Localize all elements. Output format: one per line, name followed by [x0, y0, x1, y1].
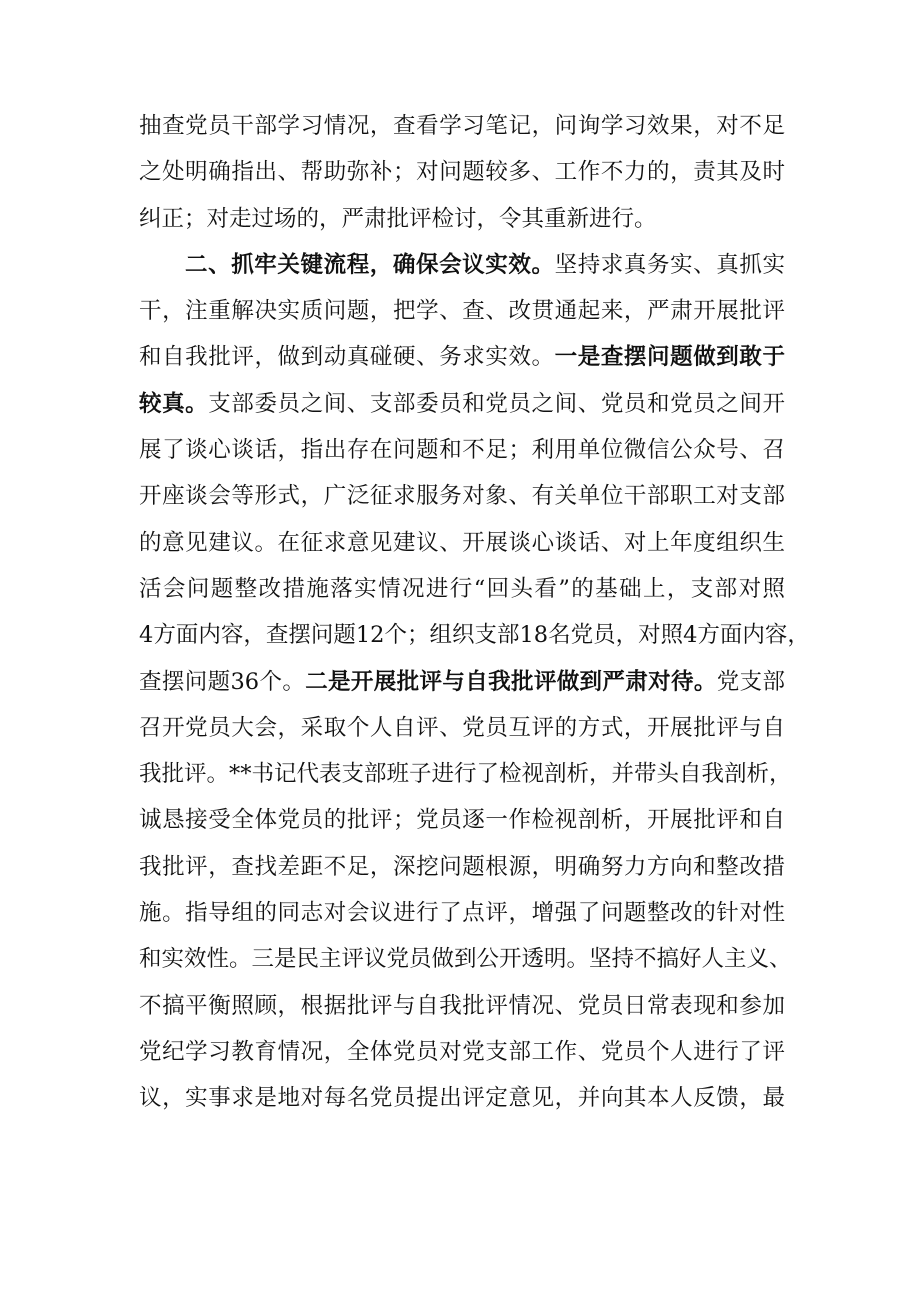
paragraph2-line: 议，实事求是地对每名党员提出评定意见，并向其本人反馈，最 — [139, 1085, 785, 1112]
paragraph2-line: 我批评，查找差距不足，深挖问题根源，明确努力方向和整改措 — [139, 853, 785, 880]
text-span: 支部委员之间、支部委员和党员之间、党员和党员之间开 — [208, 390, 785, 417]
paragraph2-line: 展了谈心谈话，指出存在问题和不足；利用单位微信公众号、召 — [139, 437, 785, 464]
paragraph2-line: 党纪学习教育情况，全体党员对党支部工作、党员个人进行了评 — [139, 1038, 785, 1065]
paragraph2-line: 和实效性。三是民主评议党员做到公开透明。坚持不搞好人主义、 — [139, 946, 792, 973]
text-span: 党支部 — [716, 668, 785, 695]
text-span: 和自我批评，做到动真碰硬、务求实效。 — [139, 344, 555, 371]
text-span: 坚持求真务实、真抓实 — [554, 251, 785, 278]
paragraph2-line: 我批评。**书记代表支部班子进行了检视剖析，并带头自我剖析， — [139, 761, 792, 788]
paragraph2-line: 施。指导组的同志对会议进行了点评，增强了问题整改的针对性 — [139, 900, 785, 927]
text-span: 查摆问题36个。 — [139, 668, 306, 695]
paragraph2-line: 4方面内容，查摆问题12个；组织支部18名党员，对照4方面内容， — [139, 622, 810, 649]
document-body — [139, 103, 810, 1122]
paragraph1-line: 抽查党员干部学习情况，查看学习笔记，问询学习效果，对不足 — [139, 113, 785, 139]
paragraph2-line: 不搞平衡照顾，根据批评与自我批评情况、党员日常表现和参加 — [139, 992, 785, 1019]
paragraph2-line — [139, 242, 785, 288]
subpoint-heading-1-end: 较真。 — [139, 390, 209, 417]
section-heading: 二、抓牢关键流程，确保会议实效。 — [185, 251, 555, 278]
subpoint-heading-1: 一是查摆问题做到敢于 — [554, 344, 785, 371]
paragraph2-line — [139, 659, 785, 705]
paragraph1-line: 之处明确指出、帮助弥补；对问题较多、工作不力的，责其及时 — [139, 159, 785, 186]
paragraph2-line: 诚恳接受全体党员的批评；党员逐一作检视剖析，开展批评和自 — [139, 807, 785, 834]
subpoint-heading-2: 二是开展批评与自我批评做到严肃对待。 — [305, 668, 717, 695]
paragraph1-line: 纠正；对走过场的，严肃批评检讨，令其重新进行。 — [139, 205, 657, 232]
paragraph2-line — [139, 334, 785, 380]
paragraph2-line: 召开党员大会，采取个人自评、党员互评的方式，开展批评与自 — [139, 714, 785, 741]
paragraph2-line: 活会问题整改措施落实情况进行“回头看”的基础上，支部对照 — [139, 575, 785, 602]
paragraph2-line: 干，注重解决实质问题，把学、查、改贯通起来，严肃开展批评 — [139, 298, 785, 325]
paragraph2-line — [139, 381, 785, 427]
paragraph2-line: 的意见建议。在征求意见建议、开展谈心谈话、对上年度组织生 — [139, 529, 785, 556]
paragraph2-line: 开座谈会等形式，广泛征求服务对象、有关单位干部职工对支部 — [139, 483, 785, 510]
